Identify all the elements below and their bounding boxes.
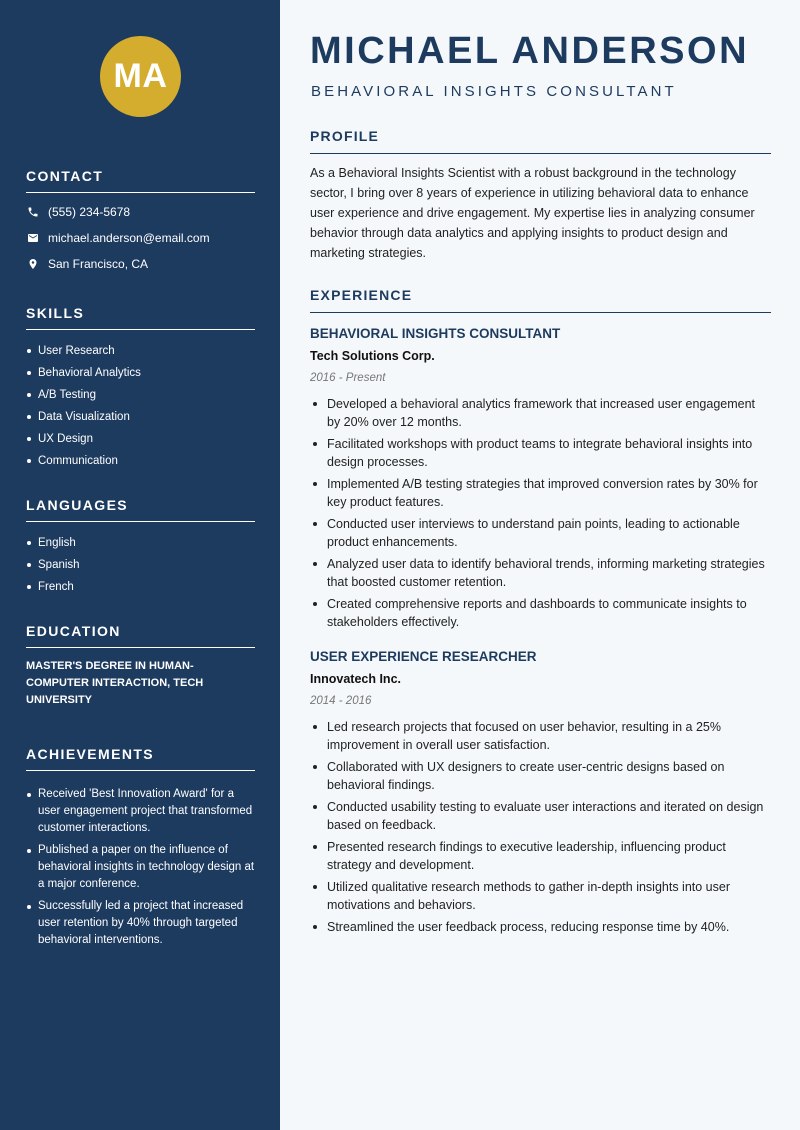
contact-location [26,251,255,277]
education-heading: EDUCATION [26,623,255,648]
job-company: Innovatech Inc. [310,672,401,686]
contact-email [26,225,255,251]
sidebar [0,0,280,1130]
job-bullet: Created comprehensive reports and dashboards to communicate insights to stakeholders effectively. [310,595,771,631]
job-bullet: Implemented A/B testing strategies that improved conversion rates by 30% for key product features. [310,475,771,511]
job-title: USER EXPERIENCE RESEARCHER [310,649,537,664]
achievements-list [26,786,255,949]
profile-heading: PROFILE [310,128,771,154]
location-text: San Francisco, CA [48,257,149,271]
job-company: Tech Solutions Corp. [310,349,435,363]
skill-item: Behavioral Analytics [26,362,255,384]
experience-heading: EXPERIENCE [310,287,771,313]
language-item: English [26,532,255,554]
languages-heading: LANGUAGES [26,497,255,522]
job-entry [310,325,771,635]
job-bullet: Led research projects that focused on user behavior, resulting in a 25% improvement in overall user satisfaction. [310,718,771,754]
languages-list [26,532,255,598]
job-title: BEHAVIORAL INSIGHTS CONSULTANT [310,326,561,341]
skill-item: Data Visualization [26,406,255,428]
job-bullet: Analyzed user data to identify behavioral trends, informing marketing strategies that boosted customer retention. [310,555,771,591]
skill-item: A/B Testing [26,384,255,406]
job-bullet: Streamlined the user feedback process, reducing response time by 40%. [310,918,771,936]
job-bullet: Utilized qualitative research methods to gather in-depth insights into user motivations and behaviors. [310,878,771,914]
phone-text: (555) 234-5678 [48,205,131,219]
candidate-role: BEHAVIORAL INSIGHTS CONSULTANT [311,83,677,100]
job-bullet: Facilitated workshops with product teams to integrate behavioral insights into design processes. [310,435,771,471]
job-bullet: Developed a behavioral analytics framework that increased user engagement by 20% over 12 months. [310,395,771,431]
profile-text: As a Behavioral Insights Scientist with a robust background in the technology sector, I bring over 8 years of experience in utilizing behavioral data to enhance user experience and drive engagement. My expertise lies in analyzing consumer behavior through data analytics and applying insights to product design and marketing strategies. [310,166,755,260]
skills-section [26,305,255,472]
achievement-item: Received 'Best Innovation Award' for a user engagement project that transformed customer interactions. [26,786,255,837]
achievement-item: Successfully led a project that increased user retention by 40% through targeted behavioral interventions. [26,898,255,949]
skill-item: User Research [26,340,255,362]
skills-heading: SKILLS [26,305,255,330]
language-item: French [26,576,255,598]
achievements-section [26,746,255,954]
job-bullet: Conducted usability testing to evaluate user interactions and iterated on design based on feedback. [310,798,771,834]
skill-item: UX Design [26,428,255,450]
job-bullet: Presented research findings to executive leadership, influencing product strategy and development. [310,838,771,874]
skill-item: Communication [26,450,255,472]
education-degree: MASTER'S DEGREE IN HUMAN-COMPUTER INTERACTION, TECH UNIVERSITY [26,660,204,706]
phone-icon [26,206,39,219]
achievements-heading: ACHIEVEMENTS [26,746,255,771]
job-dates: 2014 - 2016 [310,695,372,707]
skills-list [26,340,255,472]
job-bullets [310,718,771,936]
candidate-name: MICHAEL ANDERSON [310,30,750,72]
education-section [26,623,255,709]
email-text[interactable]: michael.anderson@email.com [48,231,210,245]
contact-phone [26,199,255,225]
job-entry [310,648,771,940]
location-pin-icon [26,258,39,271]
email-icon [26,232,39,245]
job-bullet: Conducted user interviews to understand pain points, leading to actionable product enhancements. [310,515,771,551]
job-bullets [310,395,771,631]
contact-section [26,168,255,277]
languages-section [26,497,255,598]
avatar: MA [100,36,181,117]
language-item: Spanish [26,554,255,576]
achievement-item: Published a paper on the influence of behavioral insights in technology design at a major conference. [26,842,255,893]
contact-heading: CONTACT [26,168,255,193]
job-bullet: Collaborated with UX designers to create user-centric designs based on behavioral findings. [310,758,771,794]
job-dates: 2016 - Present [310,372,386,384]
